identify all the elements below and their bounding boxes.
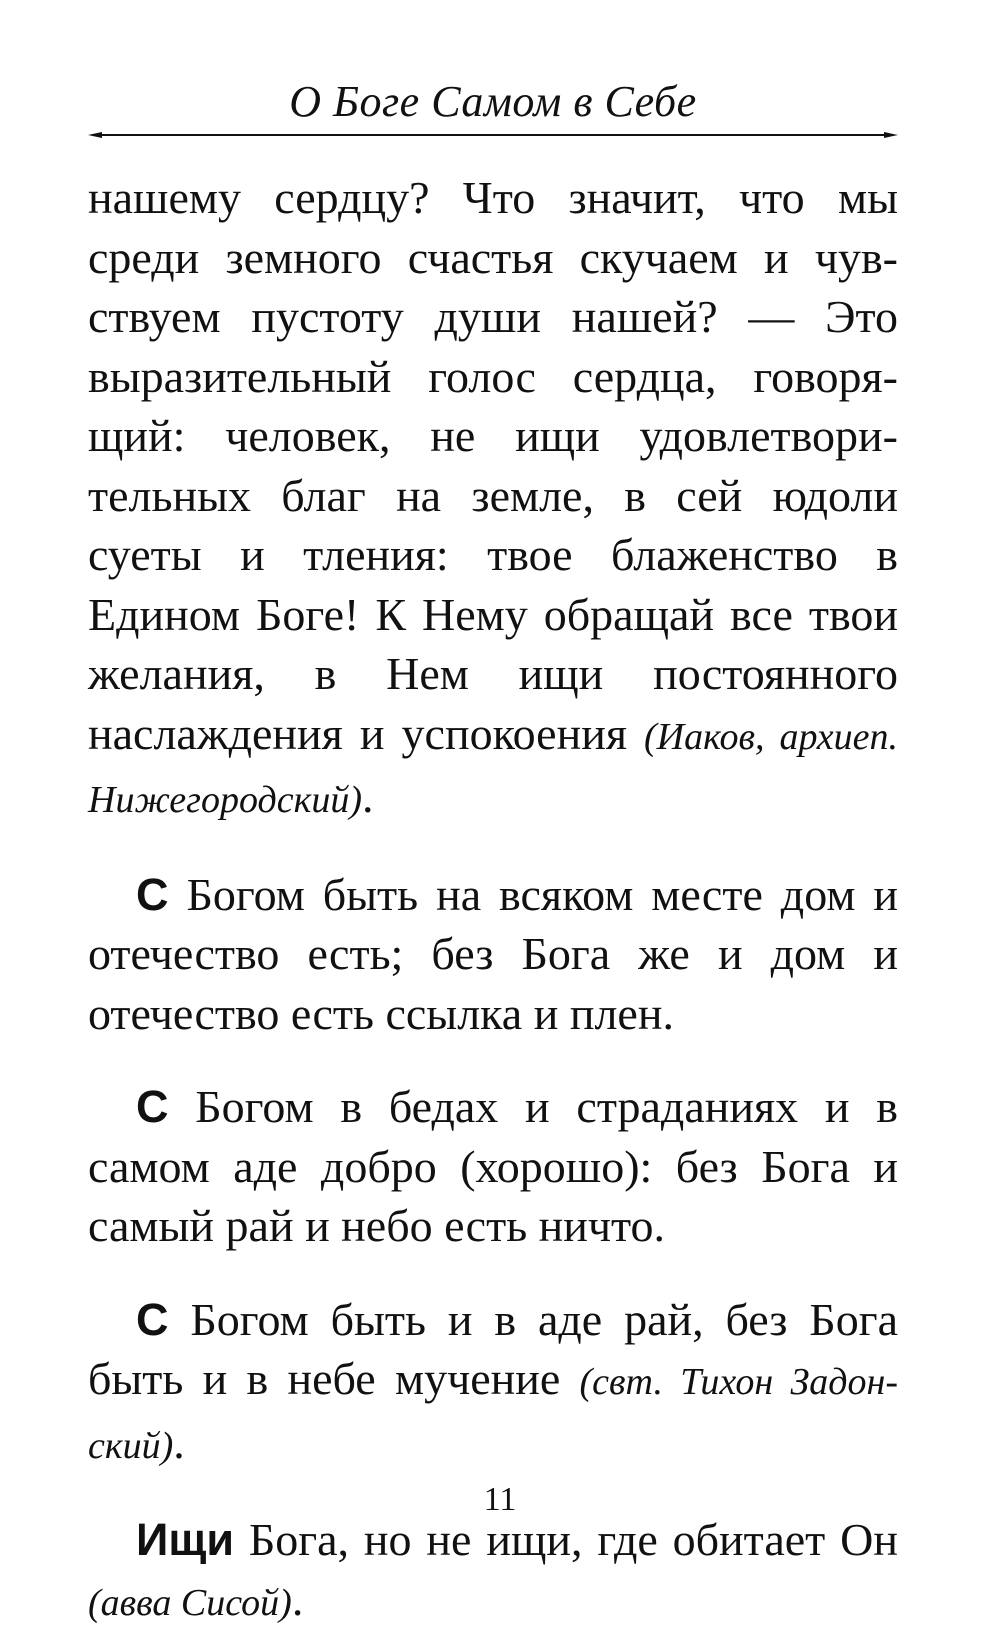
paragraph-5-lead: Ищи xyxy=(136,1514,234,1565)
paragraph-3-lead: С xyxy=(136,1081,169,1132)
body-text xyxy=(88,168,898,1633)
paragraph-1 xyxy=(88,168,898,831)
paragraph-2 xyxy=(88,865,898,1044)
page-number: 11 xyxy=(483,1481,517,1518)
paragraph-4-end: . xyxy=(173,1416,185,1468)
paragraph-5-citation: (авва Сисой) xyxy=(88,1581,292,1624)
header-rule xyxy=(88,128,898,142)
running-head: О Боге Самом в Себе xyxy=(289,77,697,126)
paragraph-5-text: Бога, но не ищи, где обитает Он xyxy=(233,1514,898,1565)
paragraph-1-citation: (Иаков, архиеп. Нижегородский) xyxy=(88,715,898,821)
paragraph-3-text: Богом в бедах и страданиях и в самом аде добро (хорошо): без Бога и самый рай и небо есть ничто. xyxy=(88,1081,898,1251)
rule-right-tip xyxy=(884,132,898,138)
rule-line xyxy=(96,134,890,136)
paragraph-5-end: . xyxy=(291,1573,304,1625)
paragraph-2-text: Богом быть на всяком месте дом и отечество есть; без Бога же и дом и отечество есть ссылка и плен. xyxy=(88,868,898,1039)
paragraph-4-lead: С xyxy=(136,1293,169,1345)
paragraph-1-text: нашему сердцу? Что значит, что мы среди земного счастья скучаем и чувствуем пустоту души нашей? — Это выразительный голос сердца, говорящий: человек, не ищи удовлетворительных благ на земле, в сей юдоли суеты и тления: твое блаженство в Едином Боге! К Нему обращай все твои желания, в Нем ищи постоянного наслаждения и успокоения xyxy=(88,172,898,759)
paragraph-2-lead: С xyxy=(136,868,169,920)
paragraph-3 xyxy=(88,1077,898,1256)
paragraph-5 xyxy=(88,1510,898,1633)
paragraph-4-text: Богом быть и в аде рай, без Бога быть и в небе мучение xyxy=(88,1293,898,1404)
paragraph-1-end: . xyxy=(362,771,374,822)
paragraph-4 xyxy=(88,1290,898,1477)
paragraph-4-citation: (свт. Тихон Задонский) xyxy=(88,1361,898,1467)
